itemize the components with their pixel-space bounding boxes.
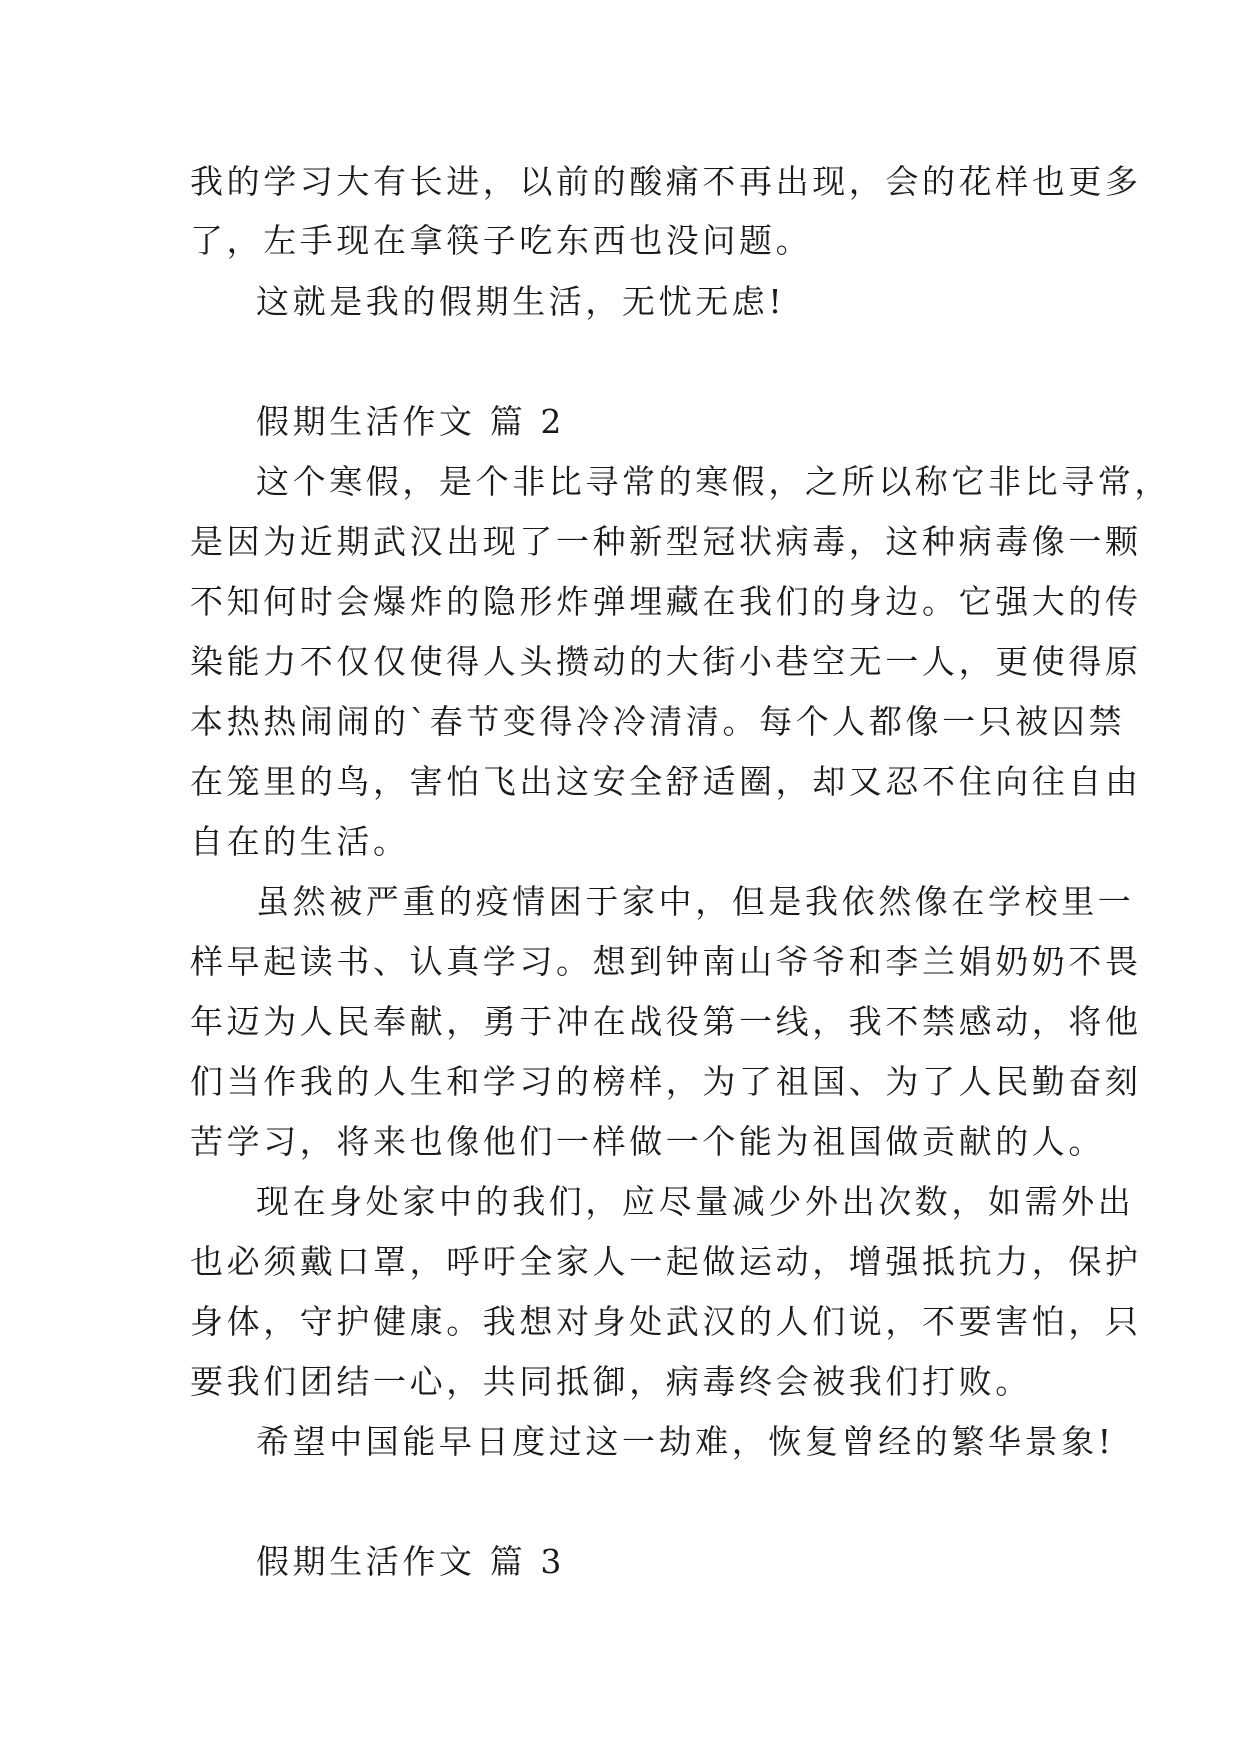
text-line: 染能力不仅仅使得人头攒动的大街小巷空无一人，更使得原	[190, 642, 1142, 681]
text-line: 不知何时会爆炸的隐形炸弹埋藏在我们的身边。它强大的传	[190, 582, 1142, 621]
text-line: 身体，守护健康。我想对身处武汉的人们说，不要害怕，只	[190, 1302, 1142, 1341]
text-line: 现在身处家中的我们，应尽量减少外出次数，如需外出	[256, 1182, 1135, 1221]
text-line: 在笼里的鸟，害怕飞出这安全舒适圈，却又忍不住向往自由	[190, 762, 1142, 801]
document-page	[190, 0, 1171, 1754]
text-line: 自在的生活。	[190, 822, 410, 861]
text-line: 了，左手现在拿筷子吃东西也没问题。	[190, 221, 813, 260]
text-line: 苦学习，将来也像他们一样做一个能为祖国做贡献的人。	[190, 1122, 1105, 1161]
text-line: 虽然被严重的疫情困于家中，但是我依然像在学校里一	[256, 882, 1135, 921]
text-line: 希望中国能早日度过这一劫难，恢复曾经的繁华景象!	[256, 1422, 1115, 1461]
section-heading-3: 假期生活作文 篇 3	[256, 1542, 565, 1581]
text-line: 们当作我的人生和学习的榜样，为了祖国、为了人民勤奋刻	[190, 1062, 1142, 1101]
text-line: 本热热闹闹的`春节变得冷冷清清。每个人都像一只被囚禁	[190, 702, 1126, 741]
text-line: 要我们团结一心，共同抵御，病毒终会被我们打败。	[190, 1362, 1032, 1401]
text-line: 我的学习大有长进，以前的酸痛不再出现，会的花样也更多	[190, 162, 1142, 201]
text-line: 年迈为人民奉献，勇于冲在战役第一线，我不禁感动，将他	[190, 1002, 1142, 1041]
text-line: 这就是我的假期生活，无忧无虑!	[256, 282, 786, 321]
text-line: 也必须戴口罩，呼吁全家人一起做运动，增强抵抗力，保护	[190, 1242, 1142, 1281]
text-line: 这个寒假，是个非比寻常的寒假，之所以称它非比寻常，	[256, 462, 1171, 501]
text-line: 样早起读书、认真学习。想到钟南山爷爷和李兰娟奶奶不畏	[190, 942, 1142, 981]
section-heading-2: 假期生活作文 篇 2	[256, 402, 565, 441]
text-line: 是因为近期武汉出现了一种新型冠状病毒，这种病毒像一颗	[190, 522, 1142, 561]
